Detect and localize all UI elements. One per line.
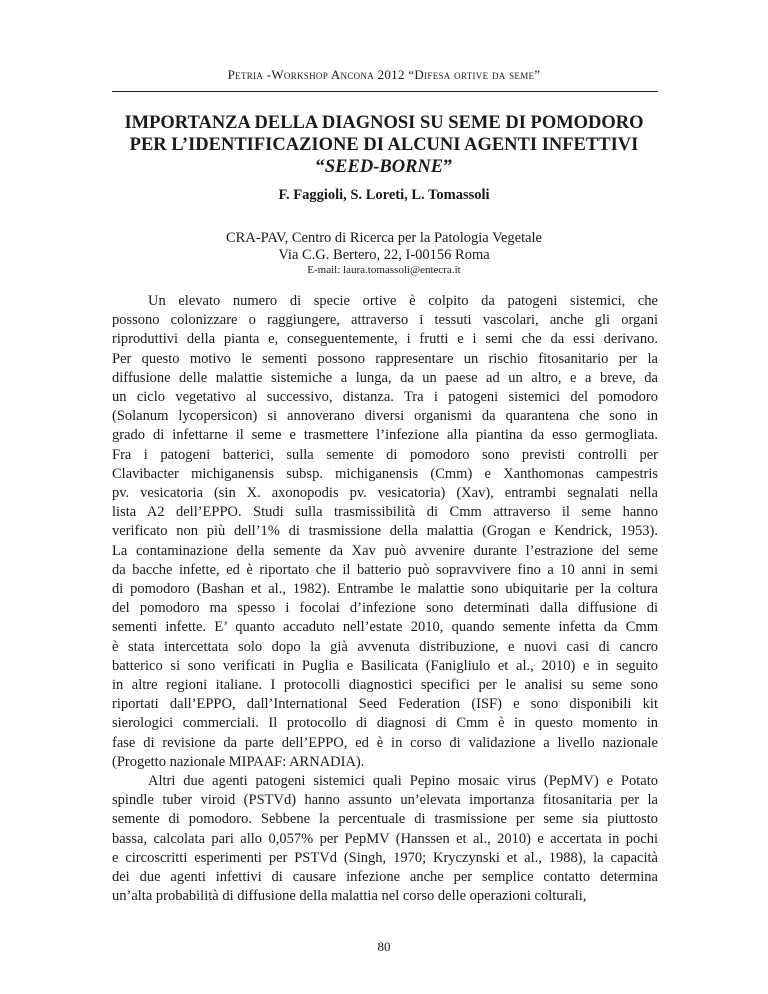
- body-line: lista A2 dell’EPPO. Studi sulla trasmissibilità di Cmm attraverso il seme hanno: [112, 504, 658, 521]
- title-line-1: IMPORTANZA DELLA DIAGNOSI SU SEME DI POMODORO: [124, 113, 644, 133]
- body-line: sementi infette. E’ quanto accaduto nell’estate 2010, quando semente infetta da Cmm: [112, 619, 658, 636]
- header-rule: [112, 91, 658, 92]
- body-line: e circoscritti esperimenti per PSTVd (Singh, 1970; Kryczynski et al., 1988), la capacità: [112, 849, 658, 866]
- body-line: Un elevato numero di specie ortive è colpito da patogeni sistemici, che: [148, 293, 658, 309]
- body-line: (Progetto nazionale MIPAAF: ARNADIA).: [112, 753, 365, 770]
- body-line: La contaminazione della semente da Xav può avvenire durante l’estrazione del seme: [112, 542, 658, 559]
- running-head: Petria -Workshop Ancona 2012 “Difesa ortive da seme”: [227, 67, 541, 82]
- article-body: [112, 292, 658, 907]
- body-line: Per questo motivo le sementi possono rappresentare un rischio fitosanitario per la: [112, 350, 658, 367]
- affiliation-line-1: CRA-PAV, Centro di Ricerca per la Patologia Vegetale: [226, 230, 542, 246]
- body-line: batterico si sono verificati in Puglia e Basilicata (Fanigliulo et al., 2010) e in seguito: [112, 657, 658, 674]
- body-line: spindle tuber viroid (PSTVd) hanno assunto un’elevata importanza fitosanitaria per la: [112, 792, 658, 809]
- body-line: (Solanum lycopersicon) si annoverano diversi organismi da quarantena che sono in: [112, 408, 658, 425]
- authors: F. Faggioli, S. Loreti, L. Tomassoli: [278, 187, 490, 203]
- paragraph-2: [112, 772, 658, 906]
- body-line: possono colonizzare o raggiungere, attraverso i tessuti vascolari, anche gli organi: [112, 312, 658, 329]
- title-line-3: “SEED-BORNE”: [315, 157, 453, 177]
- affiliation-line-2: Via C.G. Bertero, 22, I-00156 Roma: [278, 247, 490, 263]
- body-line: del pomodoro ma spesso i focolai d’infezione sono determinati dalla diffusione di: [112, 600, 658, 617]
- body-line: pv. vesicatoria (sin X. axonopodis pv. vesicatoria) (Xav), entrambi segnalati nella: [112, 485, 658, 502]
- body-line: diffusione delle malattie sistemiche a lunga, da un paese ad un altro, e a breve, da: [112, 369, 658, 386]
- body-line: Clavibacter michiganensis subsp. michiganensis (Cmm) e Xanthomonas campestris: [112, 465, 658, 482]
- body-line: grado di infettarne il seme e trasmettere l’infezione alla piantina da esso germogliata.: [112, 427, 658, 444]
- body-line: riportati dall’EPPO, dall’International Seed Federation (ISF) e sono disponibili kit: [112, 696, 658, 713]
- title-line-2: PER L’IDENTIFICAZIONE DI ALCUNI AGENTI INFETTIVI: [129, 135, 639, 155]
- body-line: è stata intercettata solo dopo la già avvenuta distribuzione, e nuovi casi di cancro: [112, 638, 658, 655]
- page-number: 80: [377, 939, 391, 954]
- body-line: un ciclo vegetativo al successivo, distanza. Tra i patogeni sistemici del pomodoro: [112, 389, 658, 406]
- body-line: semente di pomodoro. Sebbene la percentuale di trasmissione per seme sia piuttosto: [112, 811, 658, 828]
- body-line: un’alta probabilità di diffusione della malattia nel corso delle operazioni colturali,: [112, 888, 587, 905]
- body-line: sierologici commerciali. Il protocollo di diagnosi di Cmm è in questo momento in: [112, 715, 658, 732]
- body-line: Fra i patogeni batterici, sulla semente di pomodoro sono previsti controlli per: [112, 446, 658, 463]
- body-line: bassa, calcolata pari allo 0,057% per PepMV (Hanssen et al., 2010) e accertata in pochi: [112, 830, 658, 847]
- author-email: E-mail: laura.tomassoli@entecra.it: [307, 264, 461, 276]
- body-line: Altri due agenti patogeni sistemici quali Pepino mosaic virus (PepMV) e Potato: [148, 773, 658, 790]
- body-line: in altre regioni italiane. I protocolli diagnostici specifici per le analisi su seme sono: [112, 677, 658, 694]
- article-title: [100, 112, 668, 178]
- body-line: verificato non più dell’1% di trasmissione della malattia (Grogan e Kendrick, 1953).: [112, 523, 658, 540]
- paragraph-1: [112, 292, 658, 772]
- body-line: dei due agenti infettivi di causare infezione anche per semplice contatto determina: [112, 869, 658, 886]
- body-line: da bacche infette, ed è riportato che il batterio può sopravvivere fino a 10 anni in semi: [112, 561, 658, 578]
- body-line: fase di revisione da parte dell’EPPO, ed è in corso di validazione a livello nazionale: [112, 734, 658, 751]
- body-line: riproduttivi della pianta e, conseguentemente, i frutti e i semi che da essi derivano.: [112, 331, 658, 348]
- body-line: di pomodoro (Bashan et al., 1982). Entrambe le malattie sono ubiquitarie per la coltura: [112, 581, 658, 598]
